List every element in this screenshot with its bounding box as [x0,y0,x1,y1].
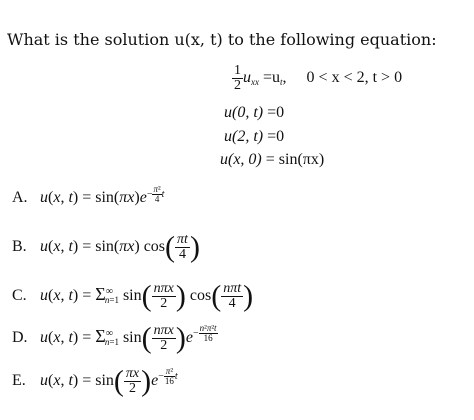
option-d-formula: u(x, t) = Σ∞n=1 sin( $\frac{\text{nπx}}{2}$ )$e^{- \frac{\text{n²π²t}}{16}}$ [40,321,217,354]
option-d[interactable]: D. u(x, t) = Σ∞n=1 sin( $\frac{\text{nπx}}{2}$ )$e^{- \frac{\text{n²π²t}}{16}}$ [12,321,217,354]
initial-condition: u(x, 0) = sin(πx) [220,151,325,168]
option-b-formula: u(x, t) = sin(πx) cos( $\frac{\pi t}{4}$ ) [40,230,200,263]
boundary-condition-2: u(2, t) =0 [224,128,285,145]
pde-rhs: =u [263,69,281,87]
boundary-condition-1: u(0, t) =0 [224,104,285,121]
option-e[interactable]: E. u(x, t) = sin( $\frac{\pi x}{2}$ )$e^{- \frac{\text{π²}}{16} t}$ [12,364,178,397]
option-e-formula: u(x, t) = sin( $\frac{\pi x}{2}$ )$e^{- \frac{\text{π²}}{16} t}$ [40,364,178,397]
pde-lhs: u [243,69,251,87]
option-b[interactable]: B. u(x, t) = sin(πx) cos( $\frac{\pi t}{4}$ ) [12,230,200,263]
question-text: What is the solution u(x, t) to the following equation: [7,30,437,49]
pde-coefficient: $\frac{1}{2}$ [234,63,241,93]
option-a[interactable]: A. u(x, $t) = \sin(\pi x)e^{- \frac{\text{π²}}{4} t}$ [12,183,165,206]
option-c[interactable]: C. u(x, t) = Σ∞n=1 sin( $\frac{\text{nπx}}{2}$ ) cos( $\frac{\text{nπt}}{4}$ ) [12,279,254,312]
option-c-formula: u(x, t) = Σ∞n=1 sin( $\frac{\text{nπx}}{2}$ ) cos( $\frac{\text{nπt}}{4}$ ) [40,279,254,312]
pde-equation: $\frac{1}{2}$ uxx =ut, 0 < x < 2, t > 0 [234,63,403,93]
option-a-formula: u(x, $t) = \sin(\pi x)e^{- \frac{\text{π²}}{4} t}$ [40,183,165,206]
pde-domain: 0 < x < 2, t > 0 [306,69,403,87]
